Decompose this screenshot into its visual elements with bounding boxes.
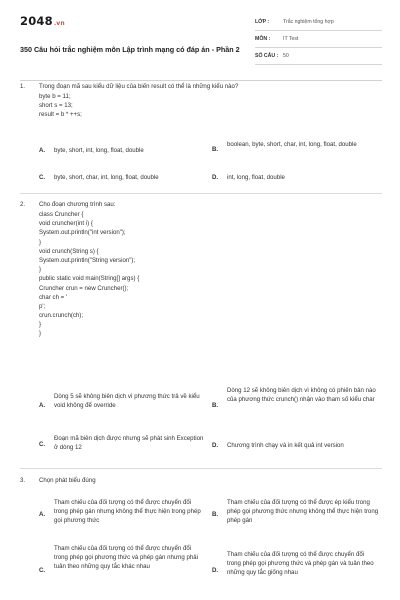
option-letter: B. xyxy=(212,146,219,153)
code-block xyxy=(39,92,369,120)
option-text: Dòng 12 sẽ không biên dịch vì không có phiên bản nào của phương thức crunch() nhận vào tham số kiểu char xyxy=(227,387,376,404)
option-text: Tham chiếu của đối tượng có thể được chuyển đổi trong phép gán nhưng không thể thực hiện trong phép gọi phương thức xyxy=(54,499,201,525)
code-line: class Cruncher { xyxy=(39,211,84,218)
document-title: 350 Câu hỏi trắc nghiệm môn Lập trình mạng có đáp án - Phần 2 xyxy=(20,45,240,54)
option-text: Tham chiếu của đối tượng có thể được ép kiểu trong phép gọi phương thức nhưng không thể thực hiện trong phép gán xyxy=(227,499,379,525)
code-line: System.out.println("int version"); xyxy=(39,229,126,237)
code-line: void crunch(String s) { xyxy=(39,247,99,255)
site-logo[interactable] xyxy=(20,14,65,28)
code-line: p'; xyxy=(39,302,46,310)
question-number: 1. xyxy=(20,83,26,90)
code-line: void cruncher(int i) { xyxy=(39,220,93,228)
option-letter: A. xyxy=(39,147,46,154)
code-line: Cruncher crun = new Cruncher(); xyxy=(39,284,129,292)
meta-row-subject xyxy=(255,31,382,48)
meta-key: MÔN : xyxy=(255,36,271,42)
code-line: crun.crunch(ch); xyxy=(39,312,84,320)
meta-key: SỐ CÂU : xyxy=(255,53,279,59)
meta-row-count xyxy=(255,48,382,65)
code-line: } xyxy=(39,330,42,338)
option-text: Dòng 5 sẽ không biên dịch vì phương thức trả về kiểu void không để override xyxy=(54,393,200,410)
option-letter: D. xyxy=(212,567,219,574)
code-block xyxy=(39,210,369,339)
option-letter: C. xyxy=(39,441,46,448)
meta-key: LỚP : xyxy=(255,19,270,25)
question-divider xyxy=(20,468,382,469)
meta-row-class xyxy=(255,14,382,31)
option-letter: C. xyxy=(39,567,46,574)
option-letter: D. xyxy=(212,174,219,181)
code-line: byte b = 11; xyxy=(39,93,71,100)
question-divider xyxy=(20,193,382,194)
question-number: 3. xyxy=(20,477,26,484)
code-line: } xyxy=(39,266,42,274)
code-line: result = b * ++s; xyxy=(39,111,82,119)
option-letter: D. xyxy=(212,442,219,449)
option-text: boolean, byte, short, char, int, long, float, double xyxy=(227,141,357,148)
option-text: Tham chiếu của đối tượng có thể được chuyển đổi trong phép gọi phương thức và phép gán nhưng phải tuân theo những quy tắc khác nhau xyxy=(54,545,198,571)
code-line: char ch = ' xyxy=(39,293,68,301)
meta-table xyxy=(255,14,382,65)
question-number: 2. xyxy=(20,201,26,208)
question-text: Chọn phát biểu đúng xyxy=(39,477,96,484)
option-text: int, long, float, double xyxy=(227,174,285,181)
option-letter: B. xyxy=(212,402,219,409)
code-line: } xyxy=(39,321,42,329)
question-text: Cho đoạn chương trình sau: xyxy=(39,201,116,208)
question-2 xyxy=(20,200,382,468)
header-divider xyxy=(20,80,382,81)
option-letter: A. xyxy=(39,402,46,409)
logo-text: 2048 xyxy=(20,14,53,28)
option-text: Đoạn mã biên dịch được nhưng sẽ phát sinh Exception ở dòng 12 xyxy=(54,435,204,452)
option-letter: B. xyxy=(212,511,219,518)
option-text: byte, short, char, int, long, float, double xyxy=(54,174,159,181)
logo-suffix: .vn xyxy=(53,20,65,27)
code-line: short s = 13; xyxy=(39,102,73,110)
meta-value: Trắc nghiệm tổng hợp xyxy=(283,19,334,25)
question-1 xyxy=(20,82,382,192)
option-letter: A. xyxy=(39,511,46,518)
code-line: System.out.println("String version"); xyxy=(39,256,136,264)
question-3 xyxy=(20,476,382,600)
option-text: Chương trình chạy và in kết quả int version xyxy=(227,442,344,449)
option-letter: C. xyxy=(39,174,46,181)
meta-value: IT Test xyxy=(283,36,299,42)
code-line: public static void main(String[] args) { xyxy=(39,275,140,283)
option-text: Tham chiếu của đối tượng có thể được chuyển đổi trong phép gọi phương thức và phép gán và tuân theo những quy tắc giống nhau xyxy=(227,551,374,577)
question-text: Trong đoạn mã sau kiểu dữ liệu của biến result có thể là những kiểu nào? xyxy=(39,83,239,90)
meta-value: 50 xyxy=(283,53,289,59)
option-text: byte, short, int, long, float, double xyxy=(54,147,144,154)
code-line: } xyxy=(39,238,42,246)
